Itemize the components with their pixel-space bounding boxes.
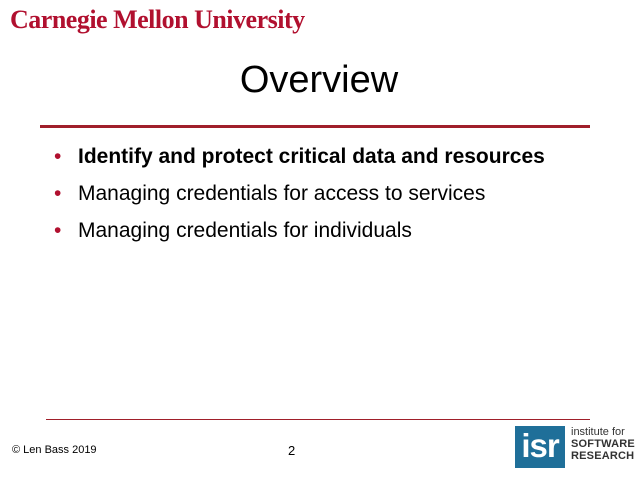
bullet-marker: • bbox=[54, 219, 62, 242]
copyright-text: © Len Bass 2019 bbox=[12, 444, 97, 456]
isr-logo bbox=[515, 424, 633, 470]
slide-title: Overview bbox=[239, 59, 399, 101]
isr-line-software: SOFTWARE bbox=[571, 438, 635, 450]
bullet-marker: • bbox=[54, 145, 62, 168]
bullet-item bbox=[52, 143, 612, 170]
bullet-item bbox=[52, 180, 612, 207]
cmu-logo: Carnegie Mellon University bbox=[10, 5, 305, 34]
isr-line-institute: institute for bbox=[571, 426, 625, 438]
isr-logo-text bbox=[571, 426, 635, 462]
title-divider bbox=[40, 125, 590, 128]
bullet-text: Managing credentials for access to services bbox=[78, 182, 486, 205]
bullet-text: Managing credentials for individuals bbox=[78, 219, 412, 242]
bullet-text: Identify and protect critical data and resources bbox=[78, 145, 545, 168]
footer-divider bbox=[46, 419, 590, 420]
page-number: 2 bbox=[288, 443, 296, 458]
isr-logo-mark: isr bbox=[515, 426, 565, 468]
bullet-list bbox=[52, 143, 612, 254]
bullet-marker: • bbox=[54, 182, 62, 205]
bullet-item bbox=[52, 217, 612, 244]
isr-line-research: RESEARCH bbox=[571, 450, 635, 462]
